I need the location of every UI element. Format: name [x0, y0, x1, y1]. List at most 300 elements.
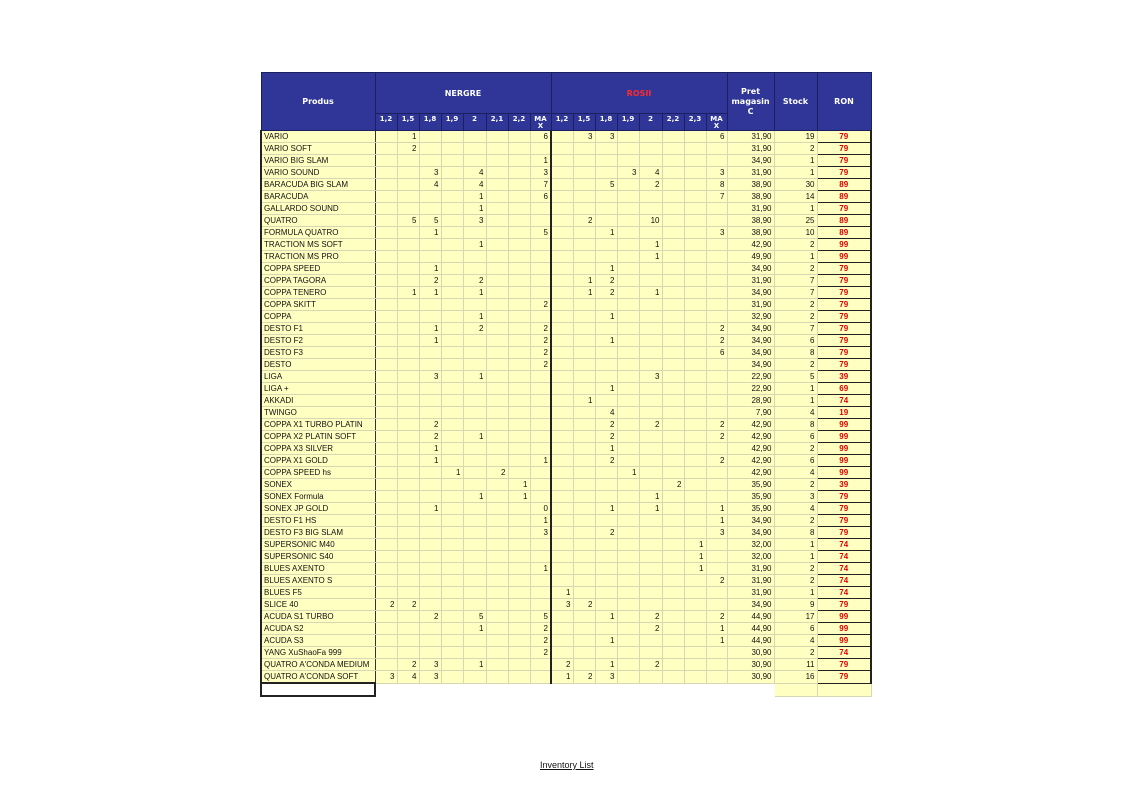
ron-price-cell: 89 — [817, 227, 871, 239]
nergre-qty-cell — [530, 215, 551, 227]
blank-cell — [375, 683, 397, 696]
rosii-qty-cell — [551, 419, 573, 431]
nergre-qty-cell — [441, 443, 463, 455]
rosii-qty-cell — [617, 359, 639, 371]
nergre-qty-cell — [486, 419, 508, 431]
rosii-qty-cell — [639, 479, 662, 491]
rosii-qty-cell: 2 — [595, 431, 617, 443]
rosii-qty-cell — [617, 539, 639, 551]
nergre-qty-cell — [486, 179, 508, 191]
nergre-qty-cell — [463, 407, 486, 419]
stock-cell: 6 — [774, 335, 817, 347]
table-row — [261, 407, 871, 419]
rosii-qty-cell — [551, 155, 573, 167]
rosii-qty-cell — [595, 599, 617, 611]
rosii-qty-cell — [662, 227, 684, 239]
ron-price-cell: 79 — [817, 527, 871, 539]
nergre-qty-cell — [486, 443, 508, 455]
nergre-qty-cell: 1 — [419, 443, 441, 455]
rosii-qty-cell — [706, 563, 727, 575]
table-row — [261, 299, 871, 311]
table-row — [261, 251, 871, 263]
nergre-qty-cell: 2 — [530, 647, 551, 659]
nergre-qty-cell — [441, 407, 463, 419]
rosii-qty-cell: 2 — [573, 671, 595, 684]
rosii-qty-cell — [551, 191, 573, 203]
rosii-qty-cell — [662, 131, 684, 143]
price-cell: 30,90 — [727, 671, 774, 684]
rosii-qty-cell — [573, 407, 595, 419]
nergre-qty-cell: 3 — [419, 167, 441, 179]
rosii-qty-cell — [573, 539, 595, 551]
ron-price-cell: 19 — [817, 407, 871, 419]
nergre-qty-cell: 2 — [397, 599, 419, 611]
nergre-qty-cell — [463, 383, 486, 395]
table-row — [261, 323, 871, 335]
nergre-qty-cell — [463, 299, 486, 311]
rosii-qty-cell: 2 — [639, 419, 662, 431]
nergre-qty-cell — [486, 503, 508, 515]
rosii-qty-cell — [551, 143, 573, 155]
nergre-qty-cell — [419, 407, 441, 419]
table-row — [261, 239, 871, 251]
nergre-qty-cell — [508, 203, 530, 215]
rosii-qty-cell — [573, 551, 595, 563]
rosii-qty-cell — [662, 407, 684, 419]
nergre-qty-cell — [463, 587, 486, 599]
ron-price-cell: 74 — [817, 563, 871, 575]
nergre-qty-cell: 2 — [419, 275, 441, 287]
nergre-qty-cell — [397, 179, 419, 191]
nergre-qty-cell — [375, 359, 397, 371]
rosii-qty-cell — [617, 275, 639, 287]
rosii-qty-cell — [617, 227, 639, 239]
product-name-cell: COPPA SPEED hs — [261, 467, 375, 479]
nergre-qty-cell — [441, 563, 463, 575]
nergre-qty-cell — [419, 191, 441, 203]
nergre-qty-cell — [397, 407, 419, 419]
nergre-qty-cell: 1 — [530, 563, 551, 575]
nergre-qty-cell — [486, 263, 508, 275]
nergre-qty-cell — [508, 527, 530, 539]
nergre-qty-cell — [508, 623, 530, 635]
nergre-qty-cell: 5 — [530, 227, 551, 239]
nergre-qty-cell — [486, 395, 508, 407]
ron-price-cell: 79 — [817, 275, 871, 287]
product-name-cell: DESTO — [261, 359, 375, 371]
nergre-qty-cell — [419, 647, 441, 659]
nergre-qty-cell: 2 — [530, 635, 551, 647]
rosii-qty-cell — [684, 599, 706, 611]
nergre-qty-cell — [508, 239, 530, 251]
rosii-qty-cell: 1 — [706, 503, 727, 515]
table-row — [261, 515, 871, 527]
nergre-qty-cell — [419, 599, 441, 611]
nergre-qty-cell — [508, 587, 530, 599]
rosii-qty-cell — [662, 263, 684, 275]
nergre-qty-cell — [508, 179, 530, 191]
nergre-qty-cell — [375, 131, 397, 143]
rosii-qty-cell — [662, 443, 684, 455]
nergre-qty-cell — [463, 455, 486, 467]
ron-price-cell: 99 — [817, 239, 871, 251]
rosii-qty-cell: 1 — [595, 503, 617, 515]
rosii-qty-cell — [684, 263, 706, 275]
nergre-qty-cell — [508, 251, 530, 263]
nergre-qty-cell — [463, 671, 486, 684]
rosii-qty-cell — [684, 491, 706, 503]
rosii-qty-cell — [595, 251, 617, 263]
nergre-qty-cell — [486, 299, 508, 311]
nergre-qty-cell — [530, 143, 551, 155]
nergre-qty-cell — [486, 599, 508, 611]
nergre-qty-cell: 2 — [530, 623, 551, 635]
table-row — [261, 479, 871, 491]
product-name-cell: COPPA TAGORA — [261, 275, 375, 287]
nergre-qty-cell — [375, 227, 397, 239]
rosii-qty-cell: 2 — [706, 323, 727, 335]
table-row — [261, 611, 871, 623]
product-name-cell: VARIO SOUND — [261, 167, 375, 179]
nergre-qty-cell — [486, 575, 508, 587]
nergre-qty-cell — [397, 467, 419, 479]
product-name-cell: LIGA — [261, 371, 375, 383]
nergre-qty-cell — [397, 191, 419, 203]
table-row — [261, 383, 871, 395]
rosii-qty-cell — [684, 167, 706, 179]
rosii-qty-cell — [662, 203, 684, 215]
rosii-qty-cell — [684, 371, 706, 383]
rosii-qty-cell — [573, 443, 595, 455]
rosii-qty-cell: 3 — [595, 131, 617, 143]
product-name-cell: COPPA TENERO — [261, 287, 375, 299]
price-cell: 34,90 — [727, 335, 774, 347]
rosii-qty-cell — [639, 155, 662, 167]
nergre-qty-cell — [441, 395, 463, 407]
nergre-qty-cell: 1 — [463, 431, 486, 443]
nergre-qty-cell — [397, 515, 419, 527]
nergre-qty-cell — [441, 215, 463, 227]
nergre-qty-cell — [375, 479, 397, 491]
ron-price-cell: 74 — [817, 587, 871, 599]
rosii-qty-cell — [684, 647, 706, 659]
nergre-qty-cell — [441, 539, 463, 551]
nergre-qty-cell — [530, 659, 551, 671]
table-row — [261, 227, 871, 239]
rosii-qty-cell — [551, 263, 573, 275]
nergre-qty-cell — [441, 179, 463, 191]
nergre-qty-cell — [419, 563, 441, 575]
nergre-qty-cell — [486, 431, 508, 443]
nergre-qty-cell — [508, 635, 530, 647]
rosii-qty-cell: 3 — [551, 599, 573, 611]
table-row — [261, 539, 871, 551]
rosii-qty-cell — [639, 407, 662, 419]
table-row — [261, 623, 871, 635]
stock-cell: 1 — [774, 539, 817, 551]
rosii-qty-cell — [639, 335, 662, 347]
ron-price-cell: 69 — [817, 383, 871, 395]
rosii-qty-cell — [617, 479, 639, 491]
rosii-qty-cell — [551, 239, 573, 251]
rosii-qty-cell — [706, 311, 727, 323]
rosii-qty-cell — [684, 587, 706, 599]
rosii-qty-cell — [684, 443, 706, 455]
rosii-qty-cell — [684, 671, 706, 684]
product-name-cell: VARIO — [261, 131, 375, 143]
rosii-qty-cell — [662, 299, 684, 311]
rosii-qty-cell: 1 — [617, 467, 639, 479]
rosii-qty-cell — [551, 443, 573, 455]
table-row — [261, 155, 871, 167]
blank-cell — [508, 683, 530, 696]
nergre-qty-cell — [441, 599, 463, 611]
ron-price-cell: 79 — [817, 359, 871, 371]
rosii-qty-cell — [706, 359, 727, 371]
rosii-qty-cell — [551, 647, 573, 659]
rosii-qty-cell: 2 — [595, 527, 617, 539]
nergre-qty-cell: 1 — [508, 479, 530, 491]
rosii-qty-cell: 1 — [551, 587, 573, 599]
product-name-cell: BLUES AXENTO — [261, 563, 375, 575]
nergre-qty-cell — [397, 167, 419, 179]
rosii-qty-cell: 2 — [706, 455, 727, 467]
price-cell: 35,90 — [727, 503, 774, 515]
rosii-qty-cell — [617, 143, 639, 155]
rosii-qty-cell — [639, 347, 662, 359]
price-cell: 30,90 — [727, 659, 774, 671]
rosii-qty-cell — [662, 611, 684, 623]
table-row — [261, 395, 871, 407]
ron-price-cell: 89 — [817, 215, 871, 227]
rosii-qty-cell — [595, 203, 617, 215]
stock-cell: 3 — [774, 491, 817, 503]
price-cell: 34,90 — [727, 287, 774, 299]
price-cell: 44,90 — [727, 611, 774, 623]
rosii-qty-cell — [551, 359, 573, 371]
rosii-qty-cell: 2 — [639, 611, 662, 623]
nergre-qty-cell — [441, 611, 463, 623]
rosii-qty-cell — [639, 131, 662, 143]
rosii-qty-cell — [573, 455, 595, 467]
rosii-qty-cell — [706, 275, 727, 287]
rosii-qty-cell — [639, 383, 662, 395]
nergre-qty-cell — [463, 419, 486, 431]
stock-cell: 6 — [774, 623, 817, 635]
nergre-qty-cell: 1 — [419, 455, 441, 467]
stock-cell: 17 — [774, 611, 817, 623]
rosii-qty-cell: 2 — [595, 287, 617, 299]
product-name-cell: QUATRO — [261, 215, 375, 227]
blank-cell — [397, 683, 419, 696]
nergre-qty-cell — [441, 299, 463, 311]
rosii-qty-cell: 2 — [706, 335, 727, 347]
nergre-qty-cell — [463, 359, 486, 371]
rosii-qty-cell — [617, 623, 639, 635]
rosii-qty-cell — [662, 635, 684, 647]
rosii-qty-cell: 1 — [684, 539, 706, 551]
rosii-qty-cell: 1 — [573, 395, 595, 407]
nergre-qty-cell — [441, 191, 463, 203]
nergre-qty-cell — [530, 431, 551, 443]
rosii-qty-cell — [639, 311, 662, 323]
ron-price-cell: 74 — [817, 395, 871, 407]
product-name-cell: SONEX — [261, 479, 375, 491]
nergre-qty-cell — [486, 371, 508, 383]
nergre-qty-cell — [486, 455, 508, 467]
header-size-rosii-6: 2,3 — [684, 114, 706, 131]
nergre-qty-cell — [397, 491, 419, 503]
rosii-qty-cell — [617, 659, 639, 671]
nergre-qty-cell — [508, 599, 530, 611]
nergre-qty-cell — [375, 623, 397, 635]
nergre-qty-cell: 6 — [530, 131, 551, 143]
rosii-qty-cell — [684, 383, 706, 395]
nergre-qty-cell — [530, 275, 551, 287]
rosii-qty-cell: 5 — [595, 179, 617, 191]
rosii-qty-cell — [639, 527, 662, 539]
ron-price-cell: 39 — [817, 479, 871, 491]
nergre-qty-cell — [397, 335, 419, 347]
rosii-qty-cell — [617, 371, 639, 383]
nergre-qty-cell — [486, 335, 508, 347]
rosii-qty-cell — [639, 467, 662, 479]
nergre-qty-cell — [486, 131, 508, 143]
rosii-qty-cell — [551, 287, 573, 299]
rosii-qty-cell — [617, 323, 639, 335]
nergre-qty-cell — [463, 635, 486, 647]
nergre-qty-cell: 5 — [419, 215, 441, 227]
nergre-qty-cell — [397, 323, 419, 335]
nergre-qty-cell — [441, 587, 463, 599]
rosii-qty-cell: 2 — [706, 575, 727, 587]
stock-cell: 1 — [774, 395, 817, 407]
nergre-qty-cell — [486, 251, 508, 263]
rosii-qty-cell — [684, 347, 706, 359]
nergre-qty-cell — [419, 251, 441, 263]
price-cell: 31,90 — [727, 563, 774, 575]
rosii-qty-cell — [551, 383, 573, 395]
rosii-qty-cell — [662, 323, 684, 335]
nergre-qty-cell — [397, 203, 419, 215]
blank-cell — [662, 683, 684, 696]
rosii-qty-cell — [595, 575, 617, 587]
nergre-qty-cell — [463, 527, 486, 539]
header-size-rosii-4: 2 — [639, 114, 662, 131]
nergre-qty-cell — [486, 239, 508, 251]
rosii-qty-cell — [617, 635, 639, 647]
rosii-qty-cell — [551, 539, 573, 551]
blank-cell — [595, 683, 617, 696]
rosii-qty-cell — [617, 671, 639, 684]
nergre-qty-cell — [441, 359, 463, 371]
nergre-qty-cell — [463, 563, 486, 575]
rosii-qty-cell — [662, 671, 684, 684]
nergre-qty-cell — [419, 491, 441, 503]
nergre-qty-cell — [486, 323, 508, 335]
rosii-qty-cell: 7 — [706, 191, 727, 203]
nergre-qty-cell — [530, 443, 551, 455]
nergre-qty-cell: 4 — [463, 167, 486, 179]
rosii-qty-cell — [551, 563, 573, 575]
nergre-qty-cell — [397, 455, 419, 467]
header-size-nergre-6: 2,2 — [508, 114, 530, 131]
nergre-qty-cell — [419, 575, 441, 587]
rosii-qty-cell — [706, 659, 727, 671]
nergre-qty-cell — [486, 527, 508, 539]
rosii-qty-cell — [573, 155, 595, 167]
nergre-qty-cell — [375, 527, 397, 539]
rosii-qty-cell — [617, 647, 639, 659]
rosii-qty-cell: 1 — [595, 383, 617, 395]
stock-cell: 4 — [774, 503, 817, 515]
rosii-qty-cell — [662, 659, 684, 671]
rosii-qty-cell — [684, 467, 706, 479]
nergre-qty-cell — [441, 635, 463, 647]
nergre-qty-cell — [530, 383, 551, 395]
table-row — [261, 647, 871, 659]
rosii-qty-cell — [551, 311, 573, 323]
header-size-nergre-3: 1,9 — [441, 114, 463, 131]
rosii-qty-cell — [684, 311, 706, 323]
nergre-qty-cell — [508, 455, 530, 467]
nergre-qty-cell: 2 — [375, 599, 397, 611]
rosii-qty-cell — [684, 407, 706, 419]
rosii-qty-cell — [639, 263, 662, 275]
nergre-qty-cell — [486, 659, 508, 671]
nergre-qty-cell: 1 — [397, 287, 419, 299]
nergre-qty-cell — [486, 587, 508, 599]
rosii-qty-cell — [551, 623, 573, 635]
table-row — [261, 191, 871, 203]
table-row — [261, 371, 871, 383]
rosii-qty-cell — [595, 623, 617, 635]
blank-cell — [261, 683, 375, 696]
nergre-qty-cell — [375, 503, 397, 515]
product-name-cell: TRACTION MS PRO — [261, 251, 375, 263]
rosii-qty-cell — [573, 191, 595, 203]
rosii-qty-cell — [639, 575, 662, 587]
rosii-qty-cell — [573, 239, 595, 251]
rosii-qty-cell — [617, 179, 639, 191]
rosii-qty-cell — [706, 671, 727, 684]
stock-cell: 2 — [774, 515, 817, 527]
ron-price-cell: 79 — [817, 143, 871, 155]
nergre-qty-cell — [463, 647, 486, 659]
nergre-qty-cell — [486, 311, 508, 323]
nergre-qty-cell — [463, 143, 486, 155]
header-size-rosii-7: MA X — [706, 114, 727, 131]
rosii-qty-cell — [662, 311, 684, 323]
price-cell: 49,90 — [727, 251, 774, 263]
nergre-qty-cell — [441, 515, 463, 527]
nergre-qty-cell — [419, 155, 441, 167]
nergre-qty-cell — [463, 443, 486, 455]
nergre-qty-cell — [419, 203, 441, 215]
product-name-cell: SONEX Formula — [261, 491, 375, 503]
nergre-qty-cell — [486, 191, 508, 203]
rosii-qty-cell — [551, 635, 573, 647]
rosii-qty-cell — [662, 287, 684, 299]
ron-price-cell: 99 — [817, 251, 871, 263]
header-group-nergre: NERGRE — [375, 73, 551, 114]
nergre-qty-cell — [419, 311, 441, 323]
product-name-cell: BLUES AXENTO S — [261, 575, 375, 587]
rosii-qty-cell — [617, 611, 639, 623]
nergre-qty-cell: 5 — [530, 611, 551, 623]
rosii-qty-cell — [662, 179, 684, 191]
nergre-qty-cell: 2 — [397, 659, 419, 671]
